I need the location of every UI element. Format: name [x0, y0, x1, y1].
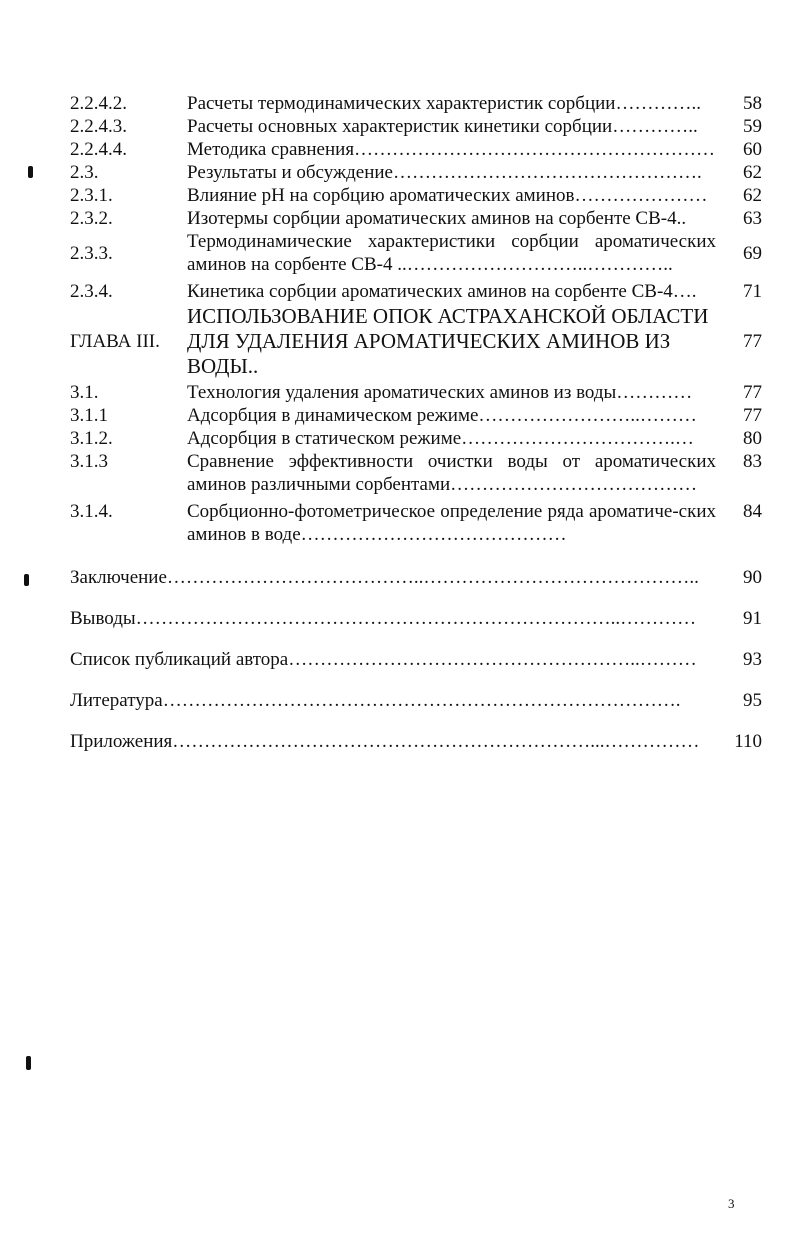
- table-of-contents: [70, 92, 762, 753]
- toc-entry-page: 59: [743, 116, 762, 137]
- toc-entry: [70, 381, 762, 404]
- toc-entry-page: 77: [743, 405, 762, 426]
- toc-main-entry: [70, 648, 762, 671]
- toc-entry-number: 2.3.1.: [70, 185, 113, 206]
- toc-entry: [70, 184, 762, 207]
- toc-entry-number: 2.2.4.2.: [70, 93, 127, 114]
- toc-entry-title: Адсорбция в динамическом режиме……………………..………: [187, 405, 697, 426]
- toc-chapter-entry: [70, 304, 762, 379]
- toc-entry-title: Термодинамические характеристики сорбции ароматических аминов на сорбенте СВ-4 ..………………………..…………..: [187, 231, 716, 275]
- toc-entry-page: 83: [743, 451, 762, 472]
- toc-entry-number: 2.2.4.3.: [70, 116, 127, 137]
- toc-entry: [70, 427, 762, 450]
- toc-entry-title: Кинетика сорбции ароматических аминов на сорбенте СВ-4….: [187, 281, 697, 302]
- page-number: 3: [728, 1196, 735, 1211]
- toc-entry-title: Результаты и обсуждение………………………………………….: [187, 162, 702, 183]
- toc-entry-page: 80: [743, 428, 762, 449]
- toc-main-entry: [70, 730, 762, 753]
- toc-entry: [70, 92, 762, 115]
- toc-entry-page: 69: [743, 242, 762, 264]
- toc-entry-page: 77: [743, 382, 762, 403]
- toc-entry-number: 3.1.: [70, 382, 99, 403]
- toc-entry-number: 2.3.2.: [70, 208, 113, 229]
- margin-mark: [24, 574, 29, 586]
- toc-chapter-title: ИСПОЛЬЗОВАНИЕ ОПОК АСТРАХАНСКОЙ ОБЛАСТИ ДЛЯ УДАЛЕНИЯ АРОМАТИЧЕСКИХ АМИНОВ ИЗ ВОДЫ..: [187, 304, 709, 378]
- toc-entry: [70, 280, 762, 303]
- toc-entry: [70, 115, 762, 138]
- toc-main-entry: [70, 689, 762, 712]
- toc-main-title: Список публикаций автора………………………………………………..………: [70, 649, 697, 670]
- toc-entry-title: Изотермы сорбции ароматических аминов на сорбенте СВ-4..: [187, 208, 687, 229]
- toc-entry-page: 63: [743, 208, 762, 229]
- toc-entry-page: 62: [743, 185, 762, 206]
- toc-entry: [70, 500, 762, 546]
- toc-entry-number: 3.1.2.: [70, 428, 113, 449]
- toc-entry-number: 3.1.3: [70, 451, 108, 472]
- toc-chapter-page: 77: [743, 331, 762, 352]
- margin-mark: [26, 1056, 31, 1070]
- toc-main-title: Приложения…………………………………………………………...……………: [70, 731, 700, 752]
- toc-entry-title: Технология удаления ароматических аминов из воды…………: [187, 382, 693, 403]
- toc-main-title: Литература……………………………………………………………………….: [70, 690, 681, 711]
- toc-entry-page: 58: [743, 93, 762, 114]
- toc-entry-number: 2.3.3.: [70, 242, 113, 264]
- toc-main-entry: [70, 566, 762, 589]
- toc-main-page: 90: [743, 567, 762, 588]
- toc-main-title: Заключение…………………………………..……………………………………..: [70, 567, 699, 588]
- toc-entry-title: Методика сравнения…………………………………………………: [187, 139, 716, 160]
- toc-main-title: Выводы…………………………………………………………………..…………: [70, 608, 697, 629]
- toc-entry-number: 2.3.4.: [70, 281, 113, 302]
- toc-main-page: 93: [743, 649, 762, 670]
- toc-entry-number: 2.3.: [70, 162, 99, 183]
- toc-entry-page: 84: [743, 501, 762, 522]
- toc-entry: [70, 404, 762, 427]
- toc-entry-page: 60: [743, 139, 762, 160]
- toc-entry-number: 3.1.4.: [70, 501, 113, 522]
- margin-mark: [28, 166, 33, 178]
- toc-entry-page: 62: [743, 162, 762, 183]
- toc-entry-title: Расчеты основных характеристик кинетики сорбции…………..: [187, 116, 698, 137]
- toc-main-page: 110: [734, 731, 762, 752]
- toc-entry-title: Расчеты термодинамических характеристик сорбции…………..: [187, 93, 701, 114]
- toc-entry: [70, 138, 762, 161]
- toc-main-entry: [70, 607, 762, 630]
- toc-entry: [70, 230, 762, 276]
- toc-entry-title: Адсорбция в статическом режиме…………………………….…: [187, 428, 694, 449]
- toc-entry-number: 3.1.1: [70, 405, 108, 426]
- toc-entry-title: Влияние pH на сорбцию ароматических аминов…………………: [187, 185, 708, 206]
- toc-entry: [70, 161, 762, 184]
- toc-entry-title: Сорбционно-фотометрическое определение ряда ароматиче-ских аминов в воде……………………………………: [187, 501, 716, 545]
- toc-entry: [70, 207, 762, 230]
- toc-main-page: 91: [743, 608, 762, 629]
- toc-entry-page: 71: [743, 281, 762, 302]
- toc-main-page: 95: [743, 690, 762, 711]
- toc-entry: [70, 450, 762, 496]
- toc-entry-number: 2.2.4.4.: [70, 139, 127, 160]
- toc-entry-title: Сравнение эффективности очистки воды от ароматических аминов различными сорбентами…………………………………: [187, 451, 716, 495]
- toc-chapter-number: ГЛАВА III.: [70, 331, 160, 352]
